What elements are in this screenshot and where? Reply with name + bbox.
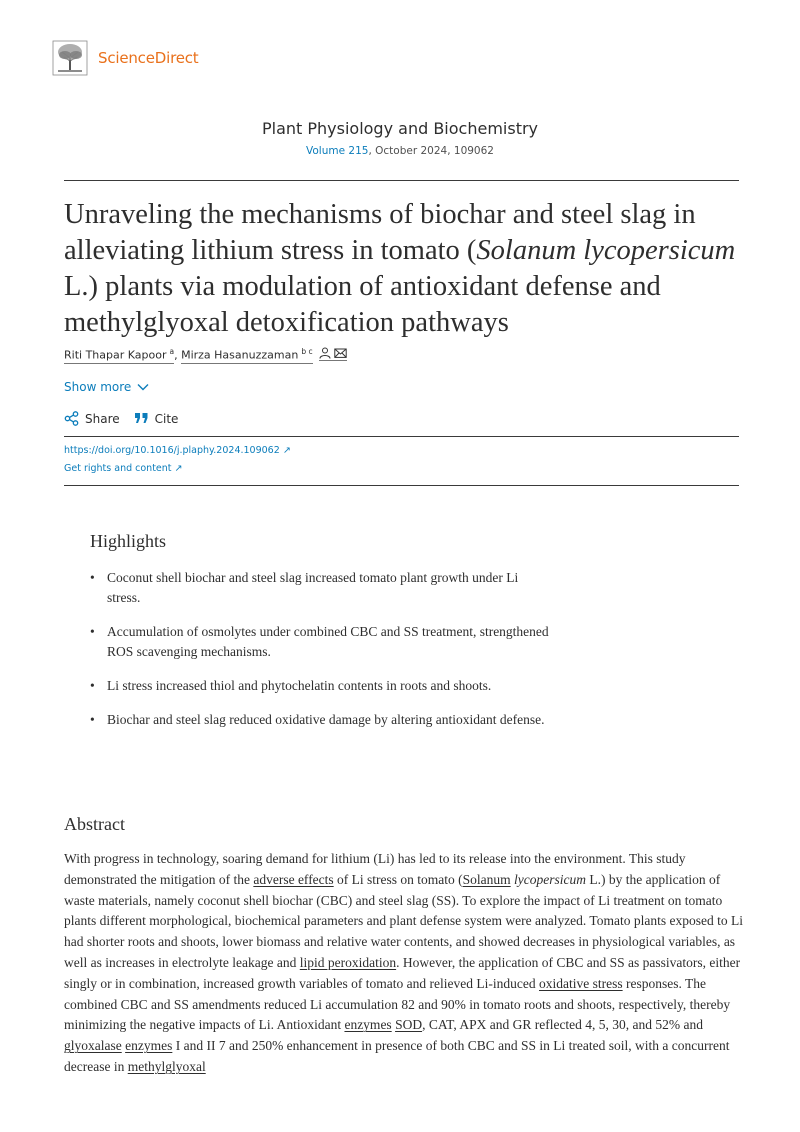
brand-name: ScienceDirect xyxy=(98,49,199,67)
list-item: • Coconut shell biochar and steel slag increased tomato plant growth under Li stress. xyxy=(90,568,550,608)
envelope-icon xyxy=(334,347,347,359)
cite-button[interactable]: Cite xyxy=(134,412,179,426)
abstract-text xyxy=(64,849,744,1078)
quote-icon xyxy=(134,412,149,425)
abstract-heading: Abstract xyxy=(64,814,125,834)
highlights-list xyxy=(90,568,550,744)
term-link[interactable]: enzymes xyxy=(344,1017,392,1033)
highlights-heading: Highlights xyxy=(90,531,167,551)
term-link[interactable]: lipid peroxidation xyxy=(299,954,397,970)
volume-info xyxy=(0,145,800,157)
journal-name[interactable]: Plant Physiology and Biochemistry xyxy=(261,119,539,138)
abstract-segment: With progress in technology, soaring demand for lithium (Li) has led to its release into the environment. This study demonstrated the mitigation of the xyxy=(64,851,686,887)
abstract-segment: . However, the application of CBC and SS as passivators, either singly or in combination, increased growth variables of tomato and relieved Li-induced xyxy=(64,954,741,991)
abstract-segment: L.) by the application of waste materials, namely coconut shell biochar (CBC) and steel slag (SS). To explore the impact of Li treatment on tomato plants different morphological, biochemical parameters and plant defense system were analyzed. Tomato plants exposed to Li had shorter roots and shoots, lower biomass and relative water contents, and showed decreases in physiological variables, as well as increases in electrolyte leakage and xyxy=(64,871,743,970)
share-button[interactable]: Share xyxy=(64,411,120,426)
divider xyxy=(64,485,739,486)
article-title: Unraveling the mechanisms of biochar and steel slag in alleviating lithium stress in tomato (Solanum lycopersicum L.) plants via modulation of antioxidant defense and methylglyoxal detoxification pathways xyxy=(64,199,736,338)
external-link-icon: ↗ xyxy=(174,463,183,474)
author-list: Riti Thapar Kapoor $^a$ , Mirza Hasanuzzaman $^{b c}$ xyxy=(64,347,347,364)
divider xyxy=(64,436,739,437)
list-item: • Biochar and steel slag reduced oxidative damage by altering antioxidant defense. xyxy=(90,710,550,730)
share-icon xyxy=(64,411,79,426)
abstract-segment: of Li stress on tomato ( xyxy=(333,871,463,887)
term-link[interactable]: oxidative stress xyxy=(539,975,623,991)
abstract-segment: responses. The combined CBC and SS amendments reduced Li accumulation 82 and 90% in tomato roots and shoots, respectively, thereby minimizing the negative impacts of Li. Antioxidant xyxy=(64,975,731,1033)
author-contact[interactable] xyxy=(319,347,347,361)
doi-link[interactable]: https://doi.org/10.1016/j.plaphy.2024.109062 ↗ xyxy=(64,445,291,456)
abstract-segment: , CAT, APX and GR reflected 4, 5, 30, and 52% and xyxy=(422,1017,704,1033)
issue-info: , October 2024, 109062 xyxy=(368,145,494,157)
rights-link[interactable]: Get rights and content ↗ xyxy=(64,463,183,474)
external-link-icon: ↗ xyxy=(282,445,291,456)
volume-link[interactable]: Volume 215 xyxy=(306,145,369,157)
person-icon xyxy=(319,347,331,359)
author-link[interactable]: Riti Thapar Kapoor $^a$ xyxy=(64,347,175,362)
divider xyxy=(64,180,739,181)
chevron-down-icon xyxy=(137,383,149,391)
list-item: • Li stress increased thiol and phytochelatin contents in roots and shoots. xyxy=(90,676,550,696)
italic-term: lycopersicum xyxy=(514,871,587,887)
abstract-segment: I and II 7 and 250% enhancement in presence of both CBC and SS in Li treated soil, with a concurrent decrease in xyxy=(64,1038,730,1074)
term-link[interactable]: adverse effects xyxy=(253,871,334,887)
elsevier-tree-icon xyxy=(52,40,88,76)
show-more-button[interactable]: Show more xyxy=(64,380,149,394)
term-link[interactable]: methylglyoxal xyxy=(127,1058,206,1074)
term-link[interactable]: glyoxalase xyxy=(64,1038,122,1054)
author-link[interactable]: Mirza Hasanuzzaman $^{b c}$ xyxy=(181,347,313,362)
list-item: • Accumulation of osmolytes under combined CBC and SS treatment, strengthened ROS scavenging mechanisms. xyxy=(90,622,550,662)
term-link[interactable]: SOD xyxy=(395,1017,423,1033)
sciencedirect-logo[interactable] xyxy=(52,40,198,76)
term-link[interactable]: Solanum xyxy=(462,871,511,887)
term-link[interactable]: enzymes xyxy=(125,1038,173,1054)
article-actions xyxy=(64,411,192,426)
